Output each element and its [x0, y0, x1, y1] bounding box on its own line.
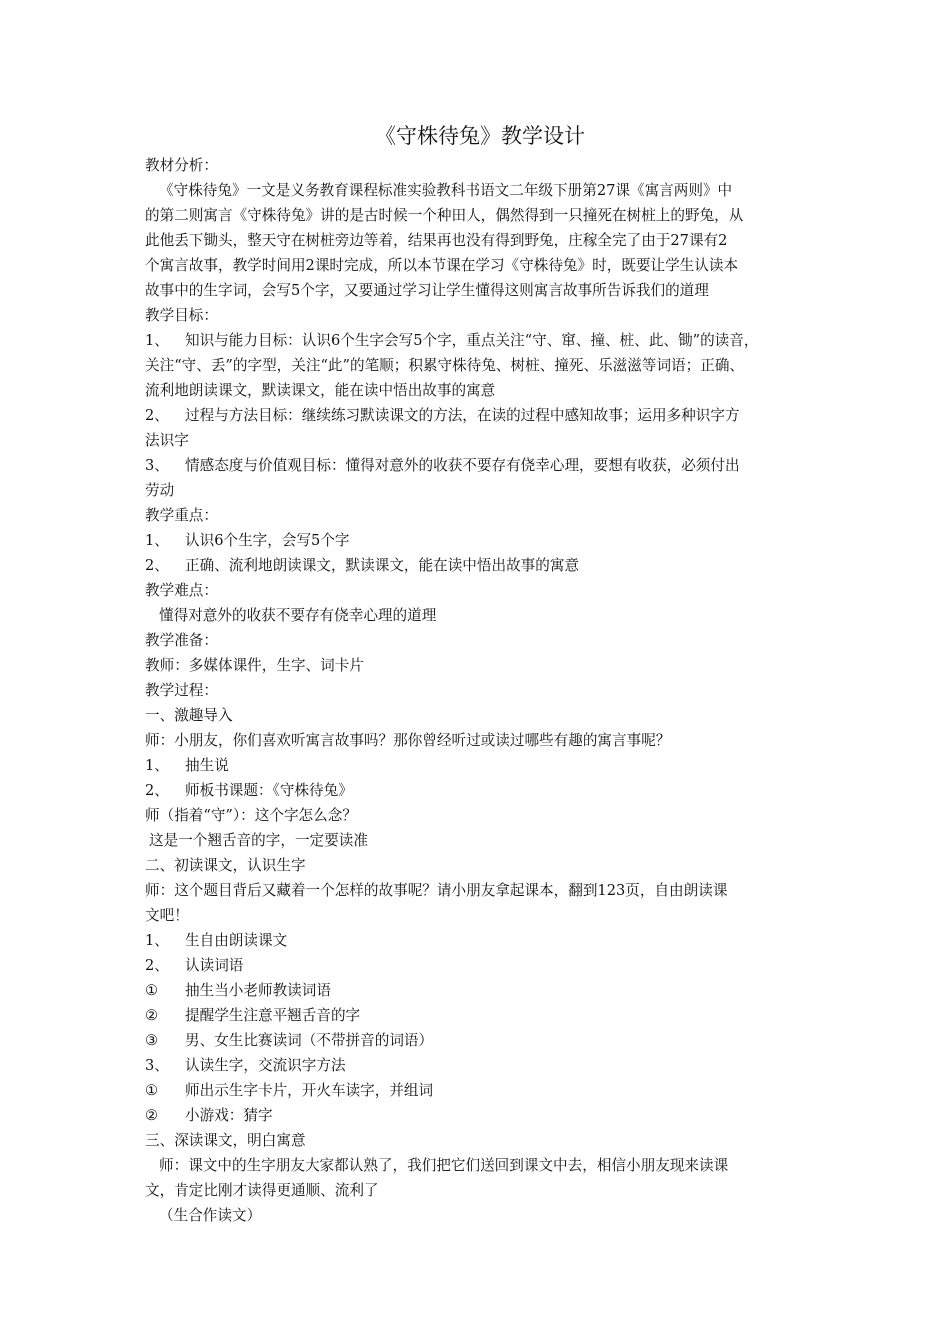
list-marker: ①: [145, 982, 159, 999]
list-marker: ②: [145, 1007, 159, 1024]
step-item: [145, 753, 815, 778]
section-heading-prep: 教学准备：: [145, 632, 218, 649]
list-marker: 1、: [145, 532, 169, 549]
goal-text: 知识与能力目标：认识6个生字会写5个字，重点关注“守、窜、撞、桩、此、锄”的读音，: [185, 332, 759, 349]
goal-text: 法识字: [145, 432, 189, 449]
list-marker: 1、: [145, 932, 169, 949]
part-heading: 一、激趣导入: [145, 707, 233, 724]
key-point-item: [145, 528, 815, 553]
teacher-question: 师：课文中的生字朋友大家都认熟了，我们把它们送回到课文中去，相信小朋友现来读课: [159, 1157, 729, 1174]
list-marker: 1、: [145, 332, 169, 349]
analysis-line: 故事中的生字词，会写5个字，又要通过学习让学生懂得这则寓言故事所告诉我们的道理: [145, 282, 709, 299]
difficulty-text: 懂得对意外的收获不要存有侥幸心理的道理: [159, 607, 437, 624]
goal-text: 情感态度与价值观目标：懂得对意外的收获不要存有侥幸心理，要想有收获，必须付出: [185, 457, 740, 474]
prep-text: 教师：多媒体课件，生字、词卡片: [145, 657, 364, 674]
step-item: [145, 928, 815, 953]
goal-text: 过程与方法目标：继续练习默读课文的方法，在读的过程中感知故事；运用多种识字方: [185, 407, 740, 424]
document-page: [145, 121, 815, 1228]
analysis-line: 《守株待兔》一文是义务教育课程标准实验教科书语文二年级下册第27课《寓言两则》中: [159, 182, 733, 199]
section-heading-key: 教学重点：: [145, 507, 218, 524]
step-item: [145, 1078, 815, 1103]
list-marker: 2、: [145, 557, 169, 574]
analysis-line: 此他丢下锄头，整天守在树桩旁边等着，结果再也没有得到野兔，庄稼全完了由于27课有2: [145, 232, 728, 249]
step-text: 小游戏：猜字: [185, 1107, 273, 1124]
step-item: [145, 1103, 815, 1128]
analysis-line: 的第二则寓言《守株待兔》讲的是古时候一个种田人，偶然得到一只撞死在树桩上的野兔，从: [145, 207, 744, 224]
step-text: 师板书课题：《守株待兔》: [185, 782, 353, 799]
goal-text: 关注“守、丢”的字型，关注“此”的笔顺；积累守株待兔、树桩、撞死、乐滋滋等词语；正确、: [145, 357, 745, 374]
section-heading-goals: 教学目标：: [145, 307, 218, 324]
teacher-question: 文，肯定比刚才读得更通顺、流利了: [145, 1182, 379, 1199]
step-text: 抽生当小老师教读词语: [185, 982, 331, 999]
goal-item: [145, 453, 815, 478]
key-point-text: 正确、流利地朗读课文，默读课文，能在读中悟出故事的寓意: [185, 557, 580, 574]
part-heading: 二、初读课文，认识生字: [145, 857, 306, 874]
list-marker: 2、: [145, 407, 169, 424]
teacher-question: 师（指着“守”）：这个字怎么念？: [145, 807, 357, 824]
step-text: 提醒学生注意平翘舌音的字: [185, 1007, 361, 1024]
key-point-item: [145, 553, 815, 578]
goal-text: 流利地朗读课文，默读课文，能在读中悟出故事的寓意: [145, 382, 496, 399]
list-marker: ①: [145, 1082, 159, 1099]
teacher-question: 师：这个题目背后又藏着一个怎样的故事呢？请小朋友拿起课本，翻到123页，自由朗读课: [145, 882, 728, 899]
section-heading-difficulty: 教学难点：: [145, 582, 218, 599]
step-item: [145, 953, 815, 978]
note-text: 这是一个翘舌音的字，一定要读准: [149, 832, 368, 849]
list-marker: 3、: [145, 457, 169, 474]
goal-item: [145, 403, 815, 428]
step-text: 生自由朗读课文: [185, 932, 288, 949]
key-point-text: 认识6个生字，会写5个字: [185, 532, 350, 549]
step-item: [145, 778, 815, 803]
teacher-question: 师：小朋友，你们喜欢听寓言故事吗？那你曾经听过或读过哪些有趣的寓言事呢？: [145, 732, 671, 749]
step-text: 抽生说: [185, 757, 229, 774]
teacher-question: 文吧！: [145, 907, 189, 924]
step-text: 男、女生比赛读词（不带拼音的词语）: [185, 1032, 434, 1049]
list-marker: 1、: [145, 757, 169, 774]
goal-text: 劳动: [145, 482, 175, 499]
step-item: [145, 1028, 815, 1053]
step-item: [145, 1003, 815, 1028]
goal-item: [145, 328, 815, 353]
list-marker: ③: [145, 1032, 159, 1049]
note-text: （生合作读文）: [159, 1207, 262, 1224]
list-marker: 2、: [145, 957, 169, 974]
list-marker: 3、: [145, 1057, 169, 1074]
step-item: [145, 1053, 815, 1078]
step-text: 认读生字，交流识字方法: [185, 1057, 346, 1074]
section-heading-analysis: 教材分析：: [145, 157, 218, 174]
step-text: 认读词语: [185, 957, 244, 974]
list-marker: 2、: [145, 782, 169, 799]
analysis-line: 个寓言故事，教学时间用2课时完成，所以本节课在学习《守株待兔》时，既要让学生认读本: [145, 257, 739, 274]
step-item: [145, 978, 815, 1003]
section-heading-process: 教学过程：: [145, 682, 218, 699]
step-text: 师出示生字卡片，开火车读字，并组词: [185, 1082, 434, 1099]
list-marker: ②: [145, 1107, 159, 1124]
part-heading: 三、深读课文，明白寓意: [145, 1132, 306, 1149]
document-title: 《守株待兔》教学设计: [375, 124, 585, 148]
